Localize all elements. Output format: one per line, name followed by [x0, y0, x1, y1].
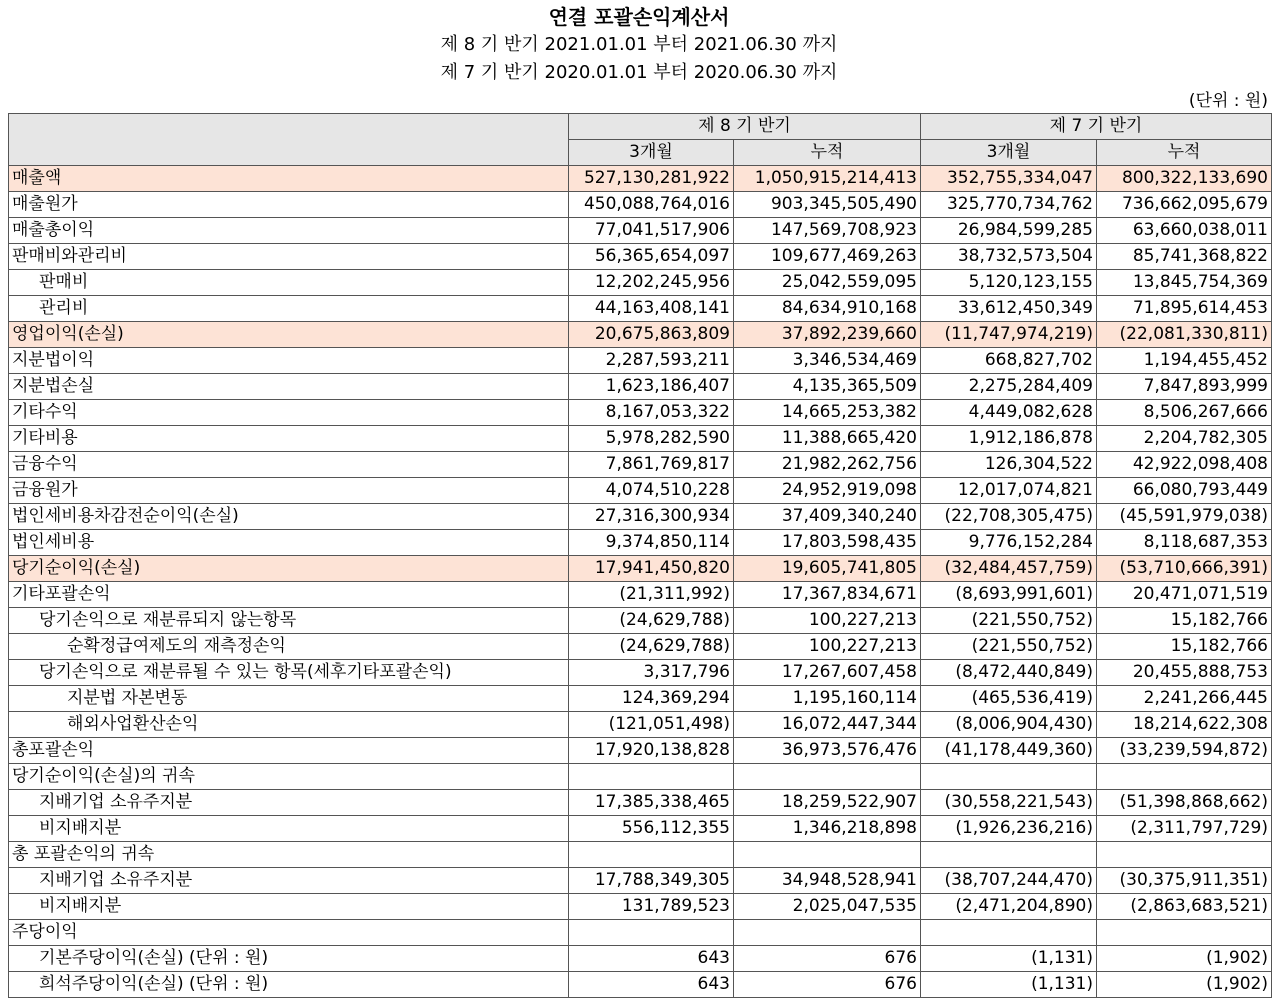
value-3m-current: 5,978,282,590	[569, 426, 734, 452]
row-label: 총포괄손익	[9, 738, 569, 764]
value-cum-prior	[1097, 920, 1272, 946]
table-row	[9, 712, 1272, 738]
row-label: 매출총이익	[9, 218, 569, 244]
value-cum-current: 2,025,047,535	[734, 894, 921, 920]
value-3m-current: 20,675,863,809	[569, 322, 734, 348]
value-cum-current: 109,677,469,263	[734, 244, 921, 270]
value-cum-current: 100,227,213	[734, 608, 921, 634]
row-label: 지분법손실	[9, 374, 569, 400]
value-cum-prior: 42,922,098,408	[1097, 452, 1272, 478]
value-cum-current: 37,892,239,660	[734, 322, 921, 348]
value-cum-prior	[1097, 842, 1272, 868]
table-row	[9, 452, 1272, 478]
table-row	[9, 842, 1272, 868]
value-3m-current: 643	[569, 946, 734, 972]
table-row	[9, 504, 1272, 530]
value-cum-current	[734, 764, 921, 790]
row-label: 당기손익으로 재분류되지 않는항목	[9, 608, 569, 634]
value-3m-prior: 4,449,082,628	[921, 400, 1097, 426]
value-cum-current: 17,367,834,671	[734, 582, 921, 608]
value-3m-prior: 5,120,123,155	[921, 270, 1097, 296]
value-3m-current: 56,365,654,097	[569, 244, 734, 270]
table-row	[9, 400, 1272, 426]
value-cum-current	[734, 842, 921, 868]
value-3m-prior: (8,006,904,430)	[921, 712, 1097, 738]
row-label: 희석주당이익(손실) (단위 : 원)	[9, 972, 569, 998]
period-current: 제 8 기 반기 2021.01.01 부터 2021.06.30 까지	[440, 34, 838, 55]
row-label: 관리비	[9, 296, 569, 322]
table-row	[9, 764, 1272, 790]
value-cum-prior: 2,204,782,305	[1097, 426, 1272, 452]
value-3m-prior	[921, 842, 1097, 868]
value-3m-current: 131,789,523	[569, 894, 734, 920]
table-row	[9, 244, 1272, 270]
value-cum-current: 903,345,505,490	[734, 192, 921, 218]
value-3m-prior: (22,708,305,475)	[921, 504, 1097, 530]
value-cum-current: 36,973,576,476	[734, 738, 921, 764]
row-label: 주당이익	[9, 920, 569, 946]
row-label: 비지배지분	[9, 816, 569, 842]
value-cum-current: 3,346,534,469	[734, 348, 921, 374]
table-row	[9, 608, 1272, 634]
value-3m-current: (121,051,498)	[569, 712, 734, 738]
row-label: 법인세비용차감전순이익(손실)	[9, 504, 569, 530]
row-label: 해외사업환산손익	[9, 712, 569, 738]
header-3m-prior: 3개월	[921, 140, 1097, 166]
value-3m-current: 8,167,053,322	[569, 400, 734, 426]
income-statement-table	[8, 113, 1272, 998]
value-3m-current	[569, 920, 734, 946]
value-cum-prior: (30,375,911,351)	[1097, 868, 1272, 894]
table-row	[9, 686, 1272, 712]
table-row	[9, 530, 1272, 556]
value-3m-current: 17,788,349,305	[569, 868, 734, 894]
value-cum-prior: 800,322,133,690	[1097, 166, 1272, 192]
value-3m-current: 2,287,593,211	[569, 348, 734, 374]
value-cum-current: 37,409,340,240	[734, 504, 921, 530]
value-cum-current: 14,665,253,382	[734, 400, 921, 426]
table-row	[9, 374, 1272, 400]
row-label: 금융원가	[9, 478, 569, 504]
row-label: 판매비	[9, 270, 569, 296]
value-cum-prior: 15,182,766	[1097, 634, 1272, 660]
row-label: 금융수익	[9, 452, 569, 478]
value-cum-prior: (51,398,868,662)	[1097, 790, 1272, 816]
table-row	[9, 868, 1272, 894]
value-cum-prior: (53,710,666,391)	[1097, 556, 1272, 582]
statement-title: 연결 포괄손익계산서	[548, 5, 730, 29]
table-row	[9, 218, 1272, 244]
row-label: 법인세비용	[9, 530, 569, 556]
value-3m-current: 27,316,300,934	[569, 504, 734, 530]
value-cum-current: 11,388,665,420	[734, 426, 921, 452]
value-3m-current: 3,317,796	[569, 660, 734, 686]
header-group-prior: 제 7 기 반기	[921, 114, 1272, 140]
value-3m-current: 17,920,138,828	[569, 738, 734, 764]
value-cum-prior: (33,239,594,872)	[1097, 738, 1272, 764]
value-cum-current: 17,267,607,458	[734, 660, 921, 686]
value-3m-current: 77,041,517,906	[569, 218, 734, 244]
row-label: 기본주당이익(손실) (단위 : 원)	[9, 946, 569, 972]
table-row	[9, 192, 1272, 218]
unit-label: (단위 : 원)	[1188, 91, 1268, 111]
value-3m-prior: (2,471,204,890)	[921, 894, 1097, 920]
row-label: 지분법이익	[9, 348, 569, 374]
row-label: 당기순이익(손실)의 귀속	[9, 764, 569, 790]
value-3m-prior: 1,912,186,878	[921, 426, 1097, 452]
value-3m-current: 7,861,769,817	[569, 452, 734, 478]
value-cum-prior: 8,506,267,666	[1097, 400, 1272, 426]
value-3m-prior: (32,484,457,759)	[921, 556, 1097, 582]
row-label: 지배기업 소유주지분	[9, 790, 569, 816]
value-cum-current: 1,195,160,114	[734, 686, 921, 712]
value-3m-prior: (221,550,752)	[921, 608, 1097, 634]
table-row	[9, 894, 1272, 920]
value-cum-current: 100,227,213	[734, 634, 921, 660]
table-row	[9, 296, 1272, 322]
period-prior: 제 7 기 반기 2020.01.01 부터 2020.06.30 까지	[440, 62, 838, 83]
value-3m-prior: 2,275,284,409	[921, 374, 1097, 400]
value-3m-current	[569, 764, 734, 790]
header-3m-current: 3개월	[569, 140, 734, 166]
value-cum-prior: 20,471,071,519	[1097, 582, 1272, 608]
table-row	[9, 660, 1272, 686]
value-3m-current: 17,385,338,465	[569, 790, 734, 816]
value-3m-current: 527,130,281,922	[569, 166, 734, 192]
value-cum-current: 24,952,919,098	[734, 478, 921, 504]
value-3m-prior: 352,755,334,047	[921, 166, 1097, 192]
row-label: 기타비용	[9, 426, 569, 452]
value-3m-prior: 668,827,702	[921, 348, 1097, 374]
value-3m-current: (24,629,788)	[569, 634, 734, 660]
value-cum-current: 17,803,598,435	[734, 530, 921, 556]
row-label: 총 포괄손익의 귀속	[9, 842, 569, 868]
value-3m-current: 1,623,186,407	[569, 374, 734, 400]
value-cum-prior: (45,591,979,038)	[1097, 504, 1272, 530]
value-3m-current: 17,941,450,820	[569, 556, 734, 582]
row-label: 지분법 자본변동	[9, 686, 569, 712]
value-cum-current: 19,605,741,805	[734, 556, 921, 582]
value-3m-current: 124,369,294	[569, 686, 734, 712]
value-cum-current: 18,259,522,907	[734, 790, 921, 816]
table-row	[9, 348, 1272, 374]
value-3m-current: (24,629,788)	[569, 608, 734, 634]
row-label: 매출액	[9, 166, 569, 192]
value-3m-prior: 38,732,573,504	[921, 244, 1097, 270]
table-row	[9, 972, 1272, 998]
value-cum-prior: (22,081,330,811)	[1097, 322, 1272, 348]
value-3m-current: 9,374,850,114	[569, 530, 734, 556]
value-3m-current: 44,163,408,141	[569, 296, 734, 322]
value-3m-current: 12,202,245,956	[569, 270, 734, 296]
value-cum-prior: 66,080,793,449	[1097, 478, 1272, 504]
value-cum-prior: 71,895,614,453	[1097, 296, 1272, 322]
value-cum-prior: 2,241,266,445	[1097, 686, 1272, 712]
table-row	[9, 634, 1272, 660]
table-row	[9, 478, 1272, 504]
value-cum-current: 676	[734, 946, 921, 972]
value-3m-current: 556,112,355	[569, 816, 734, 842]
value-cum-prior: (1,902)	[1097, 972, 1272, 998]
table-row	[9, 426, 1272, 452]
table-row	[9, 920, 1272, 946]
value-3m-current: 450,088,764,016	[569, 192, 734, 218]
value-3m-prior: (11,747,974,219)	[921, 322, 1097, 348]
header-account-cell	[9, 114, 569, 166]
value-3m-prior: (41,178,449,360)	[921, 738, 1097, 764]
value-cum-current: 21,982,262,756	[734, 452, 921, 478]
value-cum-current: 1,050,915,214,413	[734, 166, 921, 192]
value-cum-prior: 736,662,095,679	[1097, 192, 1272, 218]
row-label: 판매비와관리비	[9, 244, 569, 270]
value-3m-prior	[921, 920, 1097, 946]
table-row	[9, 816, 1272, 842]
table-row	[9, 166, 1272, 192]
value-3m-prior: 126,304,522	[921, 452, 1097, 478]
value-cum-prior: 63,660,038,011	[1097, 218, 1272, 244]
table-row	[9, 556, 1272, 582]
table-row	[9, 790, 1272, 816]
value-cum-prior: 20,455,888,753	[1097, 660, 1272, 686]
value-cum-current: 676	[734, 972, 921, 998]
row-label: 지배기업 소유주지분	[9, 868, 569, 894]
row-label: 매출원가	[9, 192, 569, 218]
value-3m-prior: 325,770,734,762	[921, 192, 1097, 218]
value-cum-prior	[1097, 764, 1272, 790]
value-cum-current: 4,135,365,509	[734, 374, 921, 400]
row-label: 기타포괄손익	[9, 582, 569, 608]
value-cum-current: 84,634,910,168	[734, 296, 921, 322]
value-3m-current: 4,074,510,228	[569, 478, 734, 504]
value-3m-prior: (1,131)	[921, 946, 1097, 972]
value-cum-current: 1,346,218,898	[734, 816, 921, 842]
value-cum-prior: 13,845,754,369	[1097, 270, 1272, 296]
table-row	[9, 738, 1272, 764]
table-row	[9, 946, 1272, 972]
value-3m-current	[569, 842, 734, 868]
value-cum-prior: 15,182,766	[1097, 608, 1272, 634]
value-cum-prior: 85,741,368,822	[1097, 244, 1272, 270]
value-3m-prior: 26,984,599,285	[921, 218, 1097, 244]
value-3m-current: (21,311,992)	[569, 582, 734, 608]
value-3m-prior: (8,693,991,601)	[921, 582, 1097, 608]
value-3m-prior: (221,550,752)	[921, 634, 1097, 660]
row-label: 당기손익으로 재분류될 수 있는 항목(세후기타포괄손익)	[9, 660, 569, 686]
value-cum-current: 34,948,528,941	[734, 868, 921, 894]
value-cum-current: 25,042,559,095	[734, 270, 921, 296]
value-3m-prior: (30,558,221,543)	[921, 790, 1097, 816]
value-3m-prior: (1,131)	[921, 972, 1097, 998]
value-cum-prior: (1,902)	[1097, 946, 1272, 972]
value-cum-current: 16,072,447,344	[734, 712, 921, 738]
row-label: 영업이익(손실)	[9, 322, 569, 348]
value-cum-prior: 1,194,455,452	[1097, 348, 1272, 374]
value-cum-prior: (2,311,797,729)	[1097, 816, 1272, 842]
value-3m-prior: 33,612,450,349	[921, 296, 1097, 322]
table-row	[9, 322, 1272, 348]
row-label: 순확정급여제도의 재측정손익	[9, 634, 569, 660]
value-cum-current	[734, 920, 921, 946]
header-cum-current: 누적	[734, 140, 921, 166]
value-3m-prior: (8,472,440,849)	[921, 660, 1097, 686]
value-3m-prior: (465,536,419)	[921, 686, 1097, 712]
row-label: 당기순이익(손실)	[9, 556, 569, 582]
row-label: 비지배지분	[9, 894, 569, 920]
value-cum-prior: (2,863,683,521)	[1097, 894, 1272, 920]
value-cum-prior: 8,118,687,353	[1097, 530, 1272, 556]
value-cum-prior: 7,847,893,999	[1097, 374, 1272, 400]
value-3m-prior: (1,926,236,216)	[921, 816, 1097, 842]
header-cum-prior: 누적	[1097, 140, 1272, 166]
row-label: 기타수익	[9, 400, 569, 426]
value-3m-current: 643	[569, 972, 734, 998]
table-row	[9, 270, 1272, 296]
header-group-current: 제 8 기 반기	[569, 114, 921, 140]
table-row	[9, 582, 1272, 608]
value-3m-prior: 9,776,152,284	[921, 530, 1097, 556]
value-cum-current: 147,569,708,923	[734, 218, 921, 244]
value-3m-prior	[921, 764, 1097, 790]
value-3m-prior: 12,017,074,821	[921, 478, 1097, 504]
value-cum-prior: 18,214,622,308	[1097, 712, 1272, 738]
value-3m-prior: (38,707,244,470)	[921, 868, 1097, 894]
